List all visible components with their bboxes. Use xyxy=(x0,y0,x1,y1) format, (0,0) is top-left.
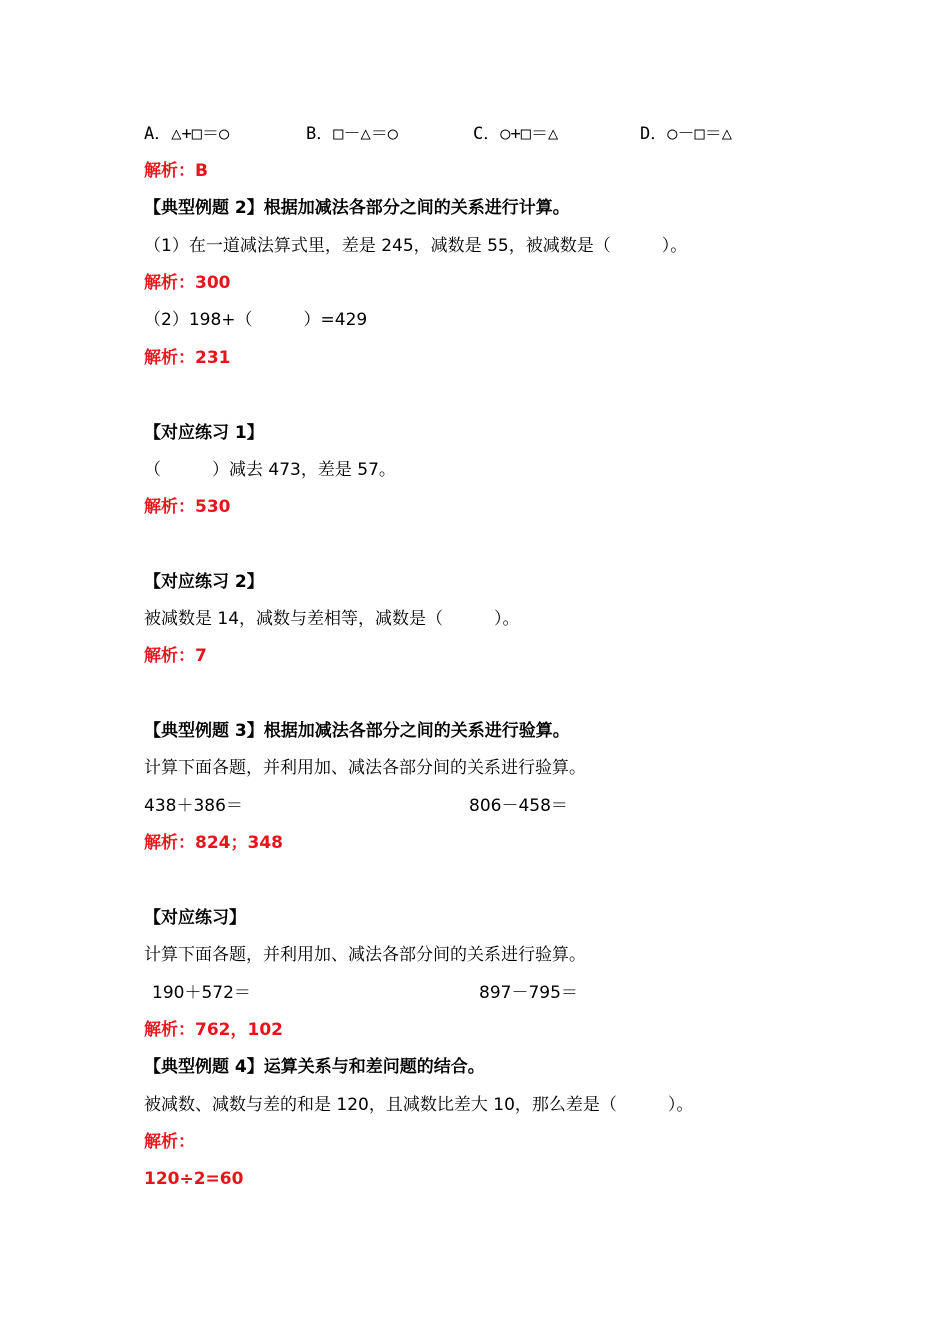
example-3-equation-1: 438＋386＝ xyxy=(144,796,243,816)
example-3-instruction: 计算下面各题，并利用加、减法各部分间的关系进行验算。 xyxy=(144,758,586,778)
practice-3-instruction: 计算下面各题，并利用加、减法各部分间的关系进行验算。 xyxy=(144,945,586,965)
practice-2-heading: 【对应练习 2】 xyxy=(144,572,264,592)
example-2-answer-2: 解析：231 xyxy=(144,348,231,368)
practice-3-equation-2: 897－795＝ xyxy=(479,983,578,1003)
example-4-answer-label: 解析： xyxy=(144,1132,195,1152)
example-3-heading: 【典型例题 3】根据加减法各部分之间的关系进行验算。 xyxy=(144,721,570,741)
practice-2-question: 被减数是 14，减数与差相等，减数是（ ）。 xyxy=(144,609,520,629)
example-2-heading: 【典型例题 2】根据加减法各部分之间的关系进行计算。 xyxy=(144,198,570,218)
example-2-question-1: （1）在一道减法算式里，差是 245，减数是 55，被减数是（ ）。 xyxy=(144,236,688,256)
example-2-question-2: （2）198+（ ）=429 xyxy=(144,310,368,330)
answer-1: 解析：B xyxy=(144,161,208,181)
option-d: D．○－□＝△ xyxy=(640,124,732,144)
practice-2-answer: 解析：7 xyxy=(144,646,207,666)
practice-1-question: （ ）减去 473，差是 57。 xyxy=(144,460,396,480)
practice-3-heading: 【对应练习】 xyxy=(144,908,246,928)
practice-1-answer: 解析：530 xyxy=(144,497,231,517)
example-3-equation-2: 806－458＝ xyxy=(469,796,568,816)
option-a: A．△+□＝○ xyxy=(144,124,230,144)
option-c: C．○+□＝△ xyxy=(473,124,559,144)
practice-3-answer: 解析：762，102 xyxy=(144,1020,283,1040)
option-b: B．□－△＝○ xyxy=(306,124,398,144)
practice-1-heading: 【对应练习 1】 xyxy=(144,423,264,443)
example-4-heading: 【典型例题 4】运算关系与和差问题的结合。 xyxy=(144,1057,485,1077)
example-4-step-1: 120÷2=60 xyxy=(144,1169,244,1189)
example-2-answer-1: 解析：300 xyxy=(144,273,231,293)
practice-3-equation-1: 190＋572＝ xyxy=(152,983,251,1003)
example-4-question: 被减数、减数与差的和是 120，且减数比差大 10，那么差是（ ）。 xyxy=(144,1095,694,1115)
example-3-answer: 解析：824；348 xyxy=(144,833,283,853)
